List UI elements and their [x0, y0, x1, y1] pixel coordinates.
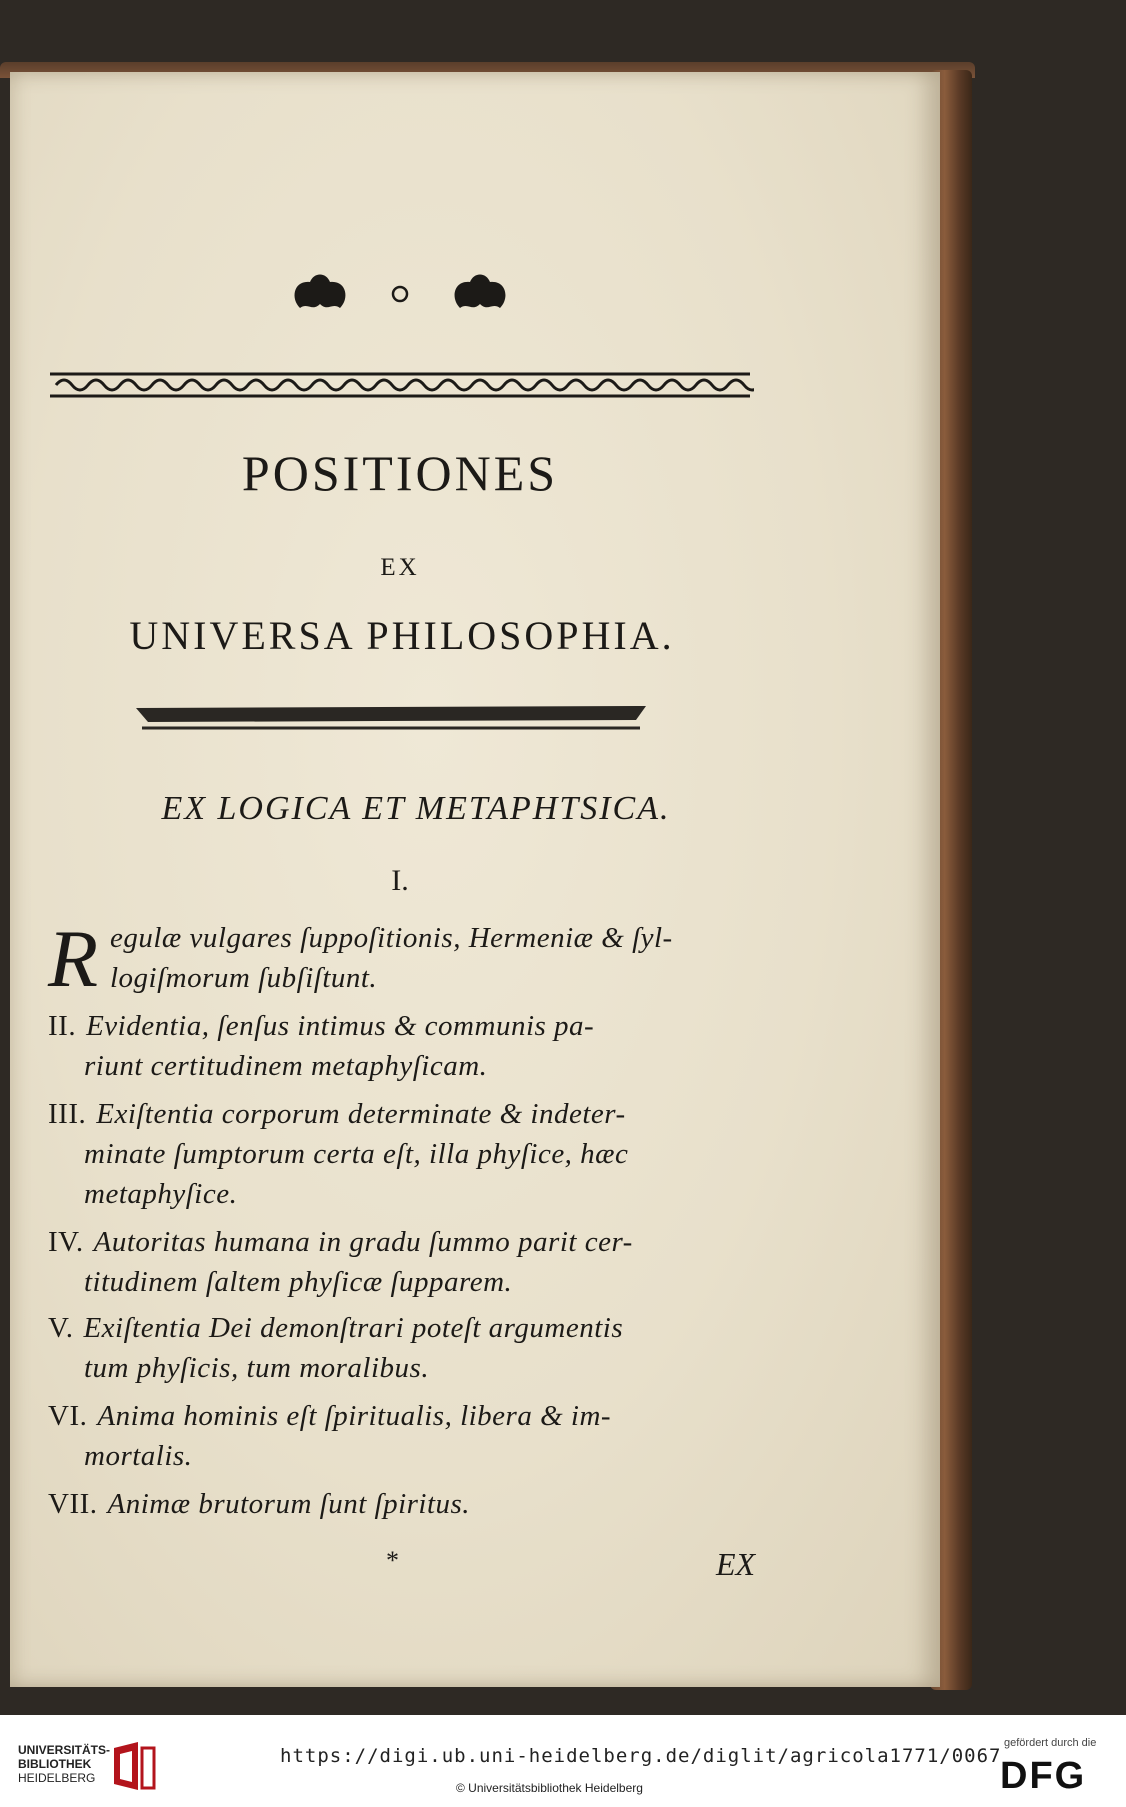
proposition-1: [110, 918, 770, 998]
catchword: EX: [716, 1546, 756, 1582]
proposition-line: logiſmorum ſubſiſtunt.: [110, 962, 378, 994]
proposition-line: Exiſtentia corporum determinate & indeter-: [96, 1098, 626, 1130]
proposition-line: mortalis.: [84, 1440, 193, 1472]
proposition-line: Autoritas humana in gradu ſummo parit cer-: [93, 1226, 633, 1258]
ornamental-border-band: [46, 368, 754, 402]
book-page: [10, 72, 940, 1687]
decorative-rule: [136, 698, 646, 744]
library-name-line: HEIDELBERG: [18, 1771, 96, 1785]
proposition-number: V.: [48, 1312, 74, 1344]
copyright-notice: © Universitätsbibliothek Heidelberg: [456, 1781, 643, 1795]
page-url-link[interactable]: https://digi.ub.uni-heidelberg.de/diglit/agricola1771/0067: [280, 1745, 1002, 1767]
drop-cap: R: [48, 913, 99, 1004]
proposition-line: egulæ vulgares ſuppoſitionis, Hermeniæ & ſyl-: [110, 922, 673, 954]
left-fleuron: [295, 275, 346, 309]
page-title: POSITIONES: [241, 445, 559, 501]
proposition-3: [48, 1094, 768, 1214]
proposition-7: [48, 1484, 768, 1524]
title-ex: EX: [380, 554, 420, 581]
dfg-logo: DFG: [1000, 1755, 1087, 1797]
proposition-line: metaphyſice.: [84, 1178, 238, 1210]
section-heading: EX LOGICA ET METAPHTSICA.: [161, 790, 671, 827]
library-logo-icon: [108, 1740, 160, 1792]
proposition-line: tum phyſicis, tum moralibus.: [84, 1352, 430, 1384]
proposition-2: [48, 1006, 768, 1086]
funding-note: gefördert durch die: [1004, 1737, 1097, 1749]
proposition-line: Evidentia, ſenſus intimus & communis pa-: [86, 1010, 595, 1042]
signature-mark: *: [386, 1546, 399, 1575]
right-fleuron: [455, 275, 506, 309]
proposition-line: Animæ brutorum ſunt ſpiritus.: [107, 1488, 471, 1520]
proposition-line: riunt certitudinem metaphyſicam.: [84, 1050, 488, 1082]
fleuron-ornament: [280, 268, 520, 318]
proposition-6: [48, 1396, 768, 1476]
library-name-line: BIBLIOTHEK: [18, 1757, 92, 1771]
numeral-one: I.: [391, 864, 409, 897]
page-subtitle: UNIVERSA PHILOSOPHIA.: [129, 613, 675, 658]
proposition-line: minate ſumptorum certa eſt, illa phyſice, hæc: [84, 1138, 629, 1170]
library-name-line: UNIVERSITÄTS-: [18, 1743, 111, 1757]
library-name: [18, 1743, 110, 1785]
proposition-number: II.: [48, 1010, 77, 1042]
proposition-5: [48, 1308, 768, 1388]
proposition-line: Anima hominis eſt ſpiritualis, libera & im-: [97, 1400, 612, 1432]
proposition-4: [48, 1222, 768, 1302]
proposition-number: VII.: [48, 1488, 98, 1520]
proposition-number: III.: [48, 1098, 87, 1130]
viewer-footer: [0, 1715, 1126, 1807]
proposition-number: IV.: [48, 1226, 84, 1258]
proposition-line: titudinem ſaltem phyſicæ ſupparem.: [84, 1266, 513, 1298]
proposition-number: VI.: [48, 1400, 88, 1432]
center-ring: [393, 287, 407, 301]
proposition-line: Exiſtentia Dei demonſtrari poteſt argumentis: [83, 1312, 624, 1344]
